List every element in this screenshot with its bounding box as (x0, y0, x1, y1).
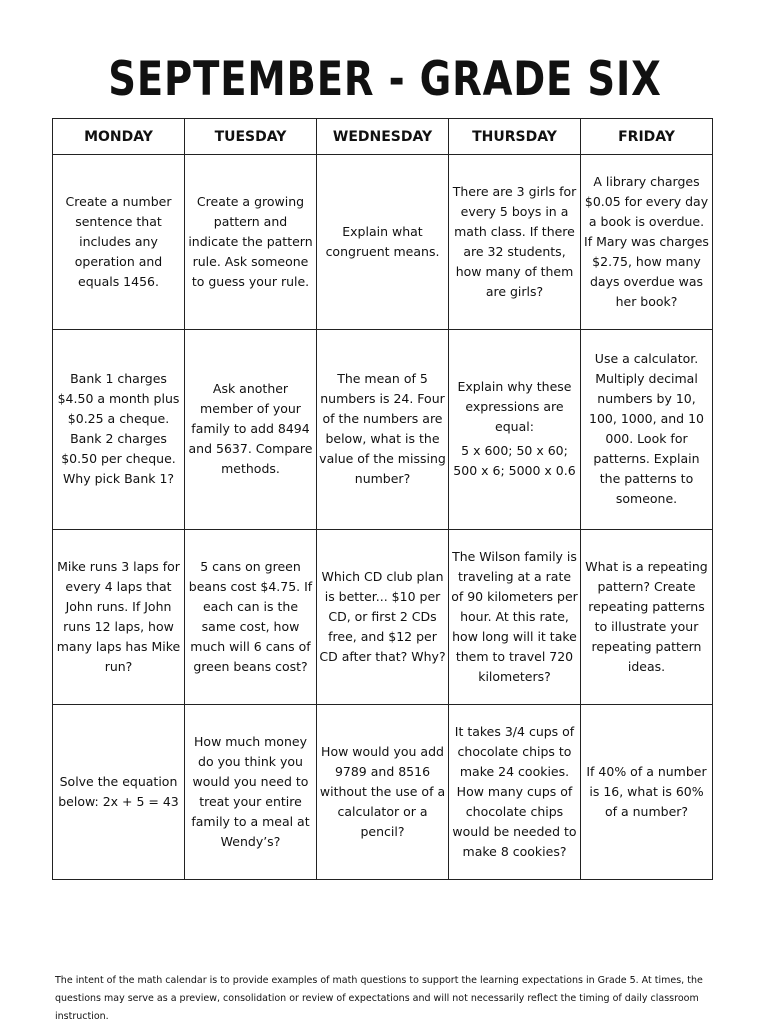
calendar-cell-monday: Create a number sentence that includes any operation and equals 1456. (53, 155, 185, 330)
calendar-cell-friday: Use a calculator. Multiply decimal numbers by 10, 100, 1000, and 10 000. Look for patterns. Explain the patterns to someone. (581, 330, 713, 530)
calendar-cell-wednesday: How would you add 9789 and 8516 without the use of a calculator or a pencil? (317, 704, 449, 879)
calendar-cell-tuesday: How much money do you think you would you need to treat your entire family to a meal at Wendy’s? (185, 704, 317, 879)
calendar-cell-wednesday: Explain what congruent means. (317, 155, 449, 330)
page-title: SEPTEMBER - GRADE SIX (108, 52, 662, 107)
question-text: Explain why these expressions are equal: (457, 379, 572, 435)
day-header-friday: FRIDAY (581, 119, 713, 155)
footnote: The intent of the math calendar is to provide examples of math questions to support the learning expectations in Grade 5. At times, the questions may serve as a preview, consolidation or review of expectations and will not necessarily reflect the timing of daily classroom instruction. (55, 975, 703, 1022)
calendar-cell-friday: What is a repeating pattern? Create repeating patterns to illustrate your repeating pattern ideas. (581, 529, 713, 704)
calendar-table (52, 118, 713, 880)
day-header-wednesday: WEDNESDAY (317, 119, 449, 155)
calendar-cell-tuesday: Create a growing pattern and indicate the pattern rule. Ask someone to guess your rule. (185, 155, 317, 330)
calendar-header-row (53, 119, 713, 155)
calendar-week-row (53, 529, 713, 704)
calendar-cell-friday: If 40% of a number is 16, what is 60% of a number? (581, 704, 713, 879)
day-header-monday: MONDAY (53, 119, 185, 155)
calendar-cell-monday: Mike runs 3 laps for every 4 laps that John runs. If John runs 12 laps, how many laps has Mike run? (53, 529, 185, 704)
calendar-cell-thursday: It takes 3/4 cups of chocolate chips to make 24 cookies. How many cups of chocolate chips would be needed to make 8 cookies? (449, 704, 581, 879)
calendar-cell-thursday: There are 3 girls for every 5 boys in a math class. If there are 32 students, how many of them are girls? (449, 155, 581, 330)
calendar-week-row (53, 330, 713, 530)
calendar-cell-tuesday: Ask another member of your family to add 8494 and 5637. Compare methods. (185, 330, 317, 530)
calendar-cell-friday: A library charges $0.05 for every day a book is overdue. If Mary was charges $2.75, how many days overdue was her book? (581, 155, 713, 330)
day-header-tuesday: TUESDAY (185, 119, 317, 155)
calendar-cell-monday: Solve the equation below: 2x + 5 = 43 (53, 704, 185, 879)
calendar-cell-thursday: The Wilson family is traveling at a rate of 90 kilometers per hour. At this rate, how long will it take them to travel 720 kilometers? (449, 529, 581, 704)
calendar-cell-thursday (449, 330, 581, 530)
calendar-week-row (53, 704, 713, 879)
calendar-cell-wednesday: Which CD club plan is better... $10 per CD, or first 2 CDs free, and $12 per CD after that? Why? (317, 529, 449, 704)
expressions-text: 5 x 600; 50 x 60; 500 x 6; 5000 x 0.6 (453, 443, 576, 479)
day-header-thursday: THURSDAY (449, 119, 581, 155)
calendar-cell-wednesday: The mean of 5 numbers is 24. Four of the numbers are below, what is the value of the missing number? (317, 330, 449, 530)
calendar-week-row (53, 155, 713, 330)
calendar-cell-tuesday: 5 cans on green beans cost $4.75. If each can is the same cost, how much will 6 cans of green beans cost? (185, 529, 317, 704)
calendar-cell-monday: Bank 1 charges $4.50 a month plus $0.25 a cheque. Bank 2 charges $0.50 per cheque. Why pick Bank 1? (53, 330, 185, 530)
